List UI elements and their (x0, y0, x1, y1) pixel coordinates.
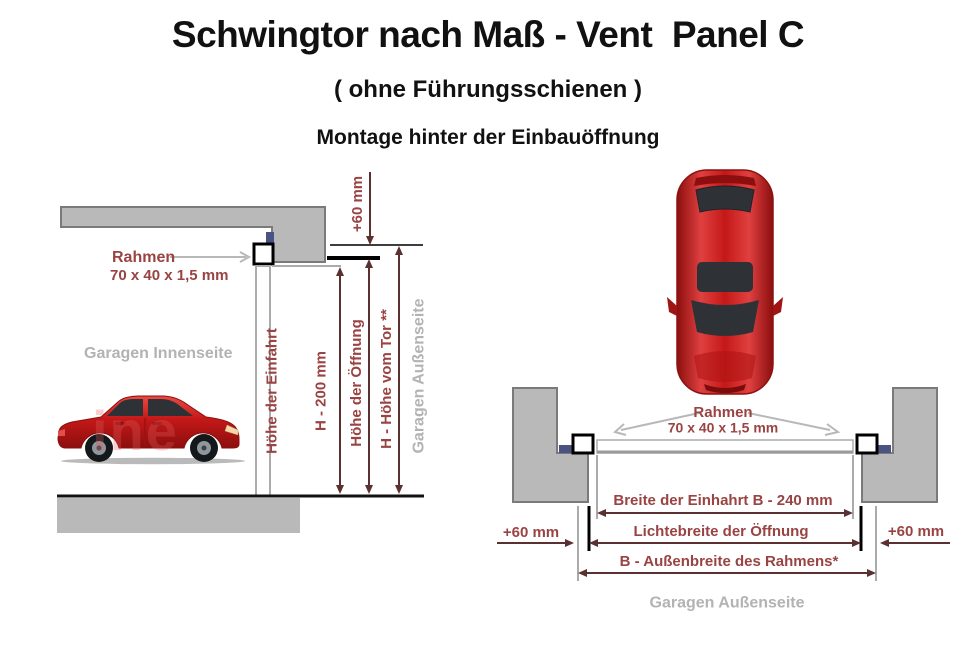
mounting-note: Montage hinter der Einbauöffnung (316, 126, 660, 149)
dim-clear-width-arrow (589, 539, 861, 547)
offset-right-label: +60 mm (887, 522, 945, 540)
frame-leader-arrow-side (170, 252, 249, 262)
garage-outside-label-top: Garagen Außenseite (649, 594, 805, 612)
entry-height-line1: Höhe der Einfahrt (263, 328, 281, 454)
frame-profile-left (573, 435, 593, 453)
outer-width-label: B - Außenbreite des Rahmens* (619, 552, 839, 570)
dim-offset-right-arrow (880, 539, 950, 547)
dim-outer-width-arrow (578, 569, 876, 577)
dim-door-height-arrow (395, 246, 403, 494)
garage-inside-label: Garagen Innenseite (84, 345, 233, 362)
top-view-diagram (497, 170, 950, 581)
offset-left-label: +60 mm (502, 523, 560, 541)
frame-label-top: Rahmen (693, 403, 753, 421)
frame-profile-right (857, 435, 877, 453)
ceiling-lintel-slab (61, 207, 325, 262)
frame-size-label-side: 70 x 40 x 1,5 mm (110, 267, 229, 284)
garage-outside-label-side: Garagen Außenseite (410, 298, 428, 454)
dim-top-offset-arrow (366, 172, 374, 245)
top-offset-label-side: +60 mm (348, 175, 366, 233)
frame-label-side: Rahmen (112, 249, 176, 266)
car-top-view-image (667, 170, 783, 394)
dim-opening-height-arrow (365, 259, 373, 494)
clear-width-label: Lichtebreite der Öffnung (633, 522, 809, 540)
page-subtitle: ( ohne Führungsschienen ) (333, 76, 642, 103)
frame-profile-side (254, 244, 273, 264)
frame-size-label-top: 70 x 40 x 1,5 mm (667, 419, 779, 436)
door-height-label: H - Höhe vom Tor ** (377, 309, 395, 449)
opening-height-label: Höhe der Öffnung (347, 319, 365, 447)
page-title: Schwingtor nach Maß - Vent Panel C (171, 14, 805, 55)
floor-slab (57, 498, 300, 533)
entry-height-line2: H - 200 mm (312, 350, 330, 432)
dim-entry-width-arrow (597, 509, 853, 517)
entry-height-label (232, 328, 362, 454)
watermark: ine (92, 399, 179, 462)
entry-width-label: Breite der Einhahrt B - 240 mm (613, 491, 833, 509)
